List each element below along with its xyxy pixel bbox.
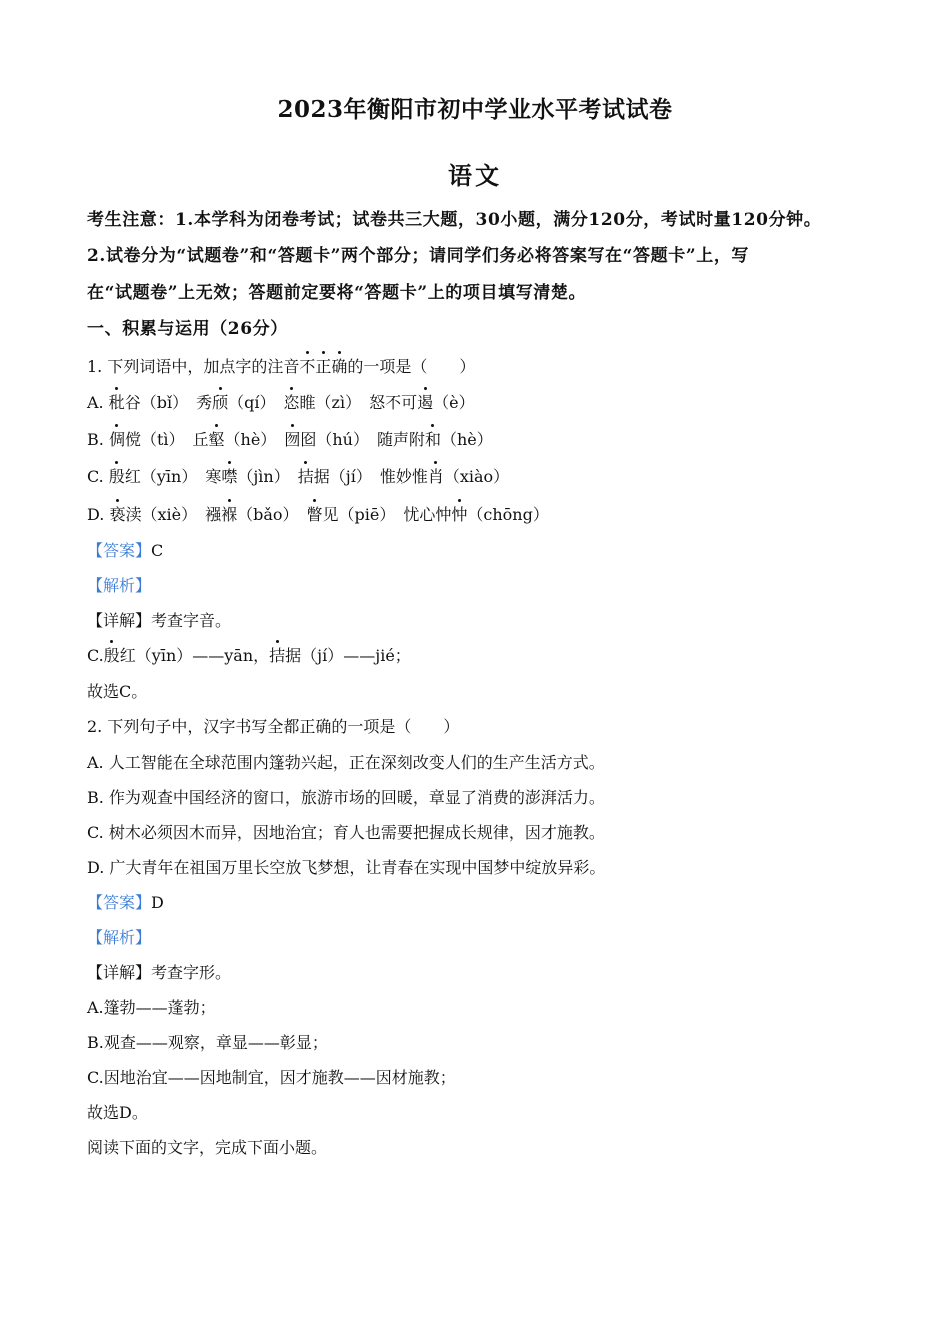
section-heading: 一、积累与运用（26分）: [87, 319, 288, 339]
q1-conclusion: 故选C。: [87, 682, 148, 701]
q1-analysis-label: 【解析】: [87, 576, 152, 595]
q1-option-a: A. 秕谷（bǐ） 秀颀（qí） 恣睢（zì） 怒不可遏（è）: [87, 391, 877, 415]
q2-explain-c: C.因地治宜——因地制宜，因才施教——因材施教；: [87, 1068, 456, 1087]
q1-answer: [87, 539, 877, 563]
answer-label: 【答案】: [87, 541, 152, 560]
answer-value: D: [151, 893, 164, 912]
q2-option-a: A. 人工智能在全球范围内篷勃兴起，正在深刻改变人们的生产生活方式。: [87, 753, 605, 772]
dotted-char: 拮: [298, 465, 314, 489]
dotted-char: 秕: [109, 391, 125, 415]
q1-stem: 1. 下列词语中，加点字的注音不正确的一项是（ ）: [87, 355, 877, 379]
dotted-char: 遏: [417, 391, 433, 415]
q2-option-b: B. 作为观查中国经济的窗口，旅游市场的回暖，章显了消费的澎湃活力。: [87, 788, 605, 807]
q1-detail: 【详解】考查字音。: [87, 611, 232, 630]
dotted-char: 瞥: [307, 503, 323, 527]
dotted-char: 确: [331, 355, 347, 379]
dotted-char: 囫: [284, 428, 300, 452]
dotted-char: 颀: [212, 391, 228, 415]
exam-title: 2023年衡阳市初中学业水平考试试卷: [277, 96, 673, 123]
dotted-char: 褓: [221, 503, 237, 527]
dotted-char: 肖: [428, 465, 444, 489]
q2-analysis-label: 【解析】: [87, 928, 152, 947]
answer-value: C: [151, 541, 164, 560]
dotted-char: 殷: [109, 465, 125, 489]
dotted-char: 殷: [104, 644, 120, 668]
notice-line-3: 在“试题卷”上无效；答题前定要将“答题卡”上的项目填写清楚。: [87, 283, 587, 303]
q1-option-d: D. 亵渎（xiè） 襁褓（bǎo） 瞥见（piē） 忧心忡忡（chōng）: [87, 503, 877, 527]
detail-label: 【详解】: [87, 963, 152, 982]
dotted-char: 倜: [109, 428, 125, 452]
q2-option-c: C. 树木必须因木而异，因地治宜；育人也需要把握成长规律，因才施教。: [87, 823, 605, 842]
q2-stem: 2. 下列句子中，汉字书写全都正确的一项是（ ）: [87, 717, 460, 736]
dotted-char: 和: [425, 428, 441, 452]
q2-answer: [87, 891, 877, 915]
dotted-char: 不: [299, 355, 315, 379]
notice-line-1: 考生注意：1.本学科为闭卷考试；试卷共三大题，30小题，满分120分，考试时量120分钟。: [87, 210, 822, 230]
dotted-char: 忡: [451, 503, 467, 527]
dotted-char: 亵: [109, 503, 125, 527]
dotted-char: 拮: [269, 644, 285, 668]
answer-label: 【答案】: [87, 893, 152, 912]
q2-conclusion: 故选D。: [87, 1103, 148, 1122]
q2-explain-a: A.篷勃——蓬勃；: [87, 998, 216, 1017]
notice-line-2: 2.试卷分为“试题卷”和“答题卡”两个部分；请同学们务必将答案写在“答题卡”上，写: [87, 246, 750, 266]
dotted-char: 噤: [221, 465, 237, 489]
q2-explain-b: B.观查——观察，章显——彰显；: [87, 1033, 328, 1052]
q2-detail: 【详解】考查字形。: [87, 963, 232, 982]
q1-option-b: B. 倜傥（tì） 丘壑（hè） 囫囵（hú） 随声附和（hè）: [87, 428, 877, 452]
q1-option-c: C. 殷红（yīn） 寒噤（jìn） 拮据（jí） 惟妙惟肖（xiào）: [87, 465, 877, 489]
dotted-char: 壑: [209, 428, 225, 452]
detail-label: 【详解】: [87, 611, 152, 630]
reading-intro: 阅读下面的文字，完成下面小题。: [87, 1138, 328, 1157]
dotted-char: 正: [315, 355, 331, 379]
dotted-char: 恣: [284, 391, 300, 415]
q2-option-d: D. 广大青年在祖国万里长空放飞梦想，让青春在实现中国梦中绽放异彩。: [87, 858, 606, 877]
q1-explain: C.殷红（yīn）——yān，拮据（jí）——jié；: [87, 644, 877, 668]
subject-title: 语文: [448, 161, 502, 190]
